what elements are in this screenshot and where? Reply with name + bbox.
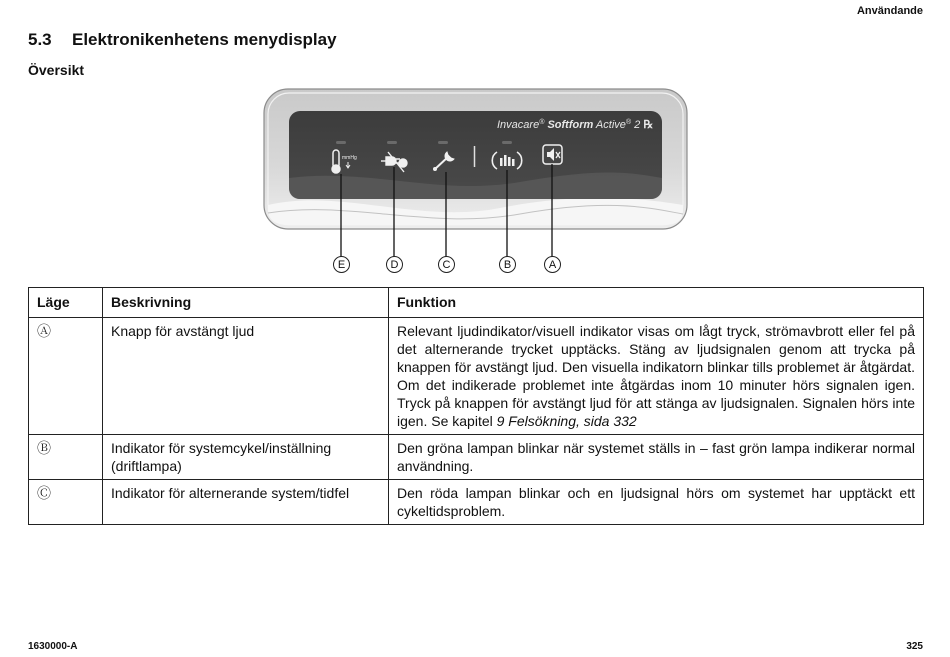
panel-brand: Invacare® Softform Active® 2 ℞: [497, 119, 654, 131]
header-function: Funktion: [389, 288, 924, 318]
document-number: 1630000-A: [28, 641, 78, 652]
table-row: [29, 318, 924, 435]
callout-b: B: [499, 256, 516, 273]
led-c: [438, 141, 448, 144]
row-function-text: Relevant ljudindikator/visuell indikator visas om lågt tryck, strömavbrott eller fel på det alternerande trycket upptäcks. Stäng av ljudsignalen genom att trycka på knappen för avstängt ljud. Den visuella indikatorn blinkar tills problemet är åtgärdat. Om det indikerade problemet inte åtgärdas inom 10 minuter hörs signalen igen. Tryck på knappen för avstängt ljud för att stänga av ljudsignalen. Signalen hörs inte igen. Se kapitel: [397, 323, 915, 429]
model-name-bold: Softform: [547, 119, 594, 131]
pressure-unit-label: mmHg: [342, 155, 357, 161]
function-table: [28, 287, 924, 525]
row-description: Indikator för systemcykel/inställning (driftlampa): [103, 435, 389, 480]
row-mode: Ⓑ: [29, 435, 103, 480]
model-number: 2: [634, 119, 641, 131]
row-description: Indikator för alternerande system/tidfel: [103, 480, 389, 525]
row-mode: Ⓐ: [29, 318, 103, 435]
page-number: 325: [906, 641, 923, 652]
header-description: Beskrivning: [103, 288, 389, 318]
header-mode: Läge: [29, 288, 103, 318]
row-description: Knapp för avstängt ljud: [103, 318, 389, 435]
chapter-header: Användande: [856, 5, 923, 17]
led-b: [502, 141, 512, 144]
callout-c: C: [438, 256, 455, 273]
model-name: Active: [595, 119, 626, 131]
row-function: [389, 318, 924, 435]
rx-symbol: ℞: [643, 119, 654, 131]
led-e: [336, 141, 346, 144]
section-heading: [28, 30, 337, 50]
callout-e: E: [333, 256, 350, 273]
row-function: Den gröna lampan blinkar när systemet ställs in – fast grön lampa indikerar normal användning.: [389, 435, 924, 480]
callout-a: A: [544, 256, 561, 273]
row-function: Den röda lampan blinkar och en ljudsignal hörs om systemet har upptäckt ett cykeltidsproblem.: [389, 480, 924, 525]
callout-d: D: [386, 256, 403, 273]
brand-name: Invacare: [497, 119, 540, 131]
table-row: [29, 480, 924, 525]
subsection-title: Översikt: [28, 62, 85, 78]
cross-reference-link[interactable]: 9 Felsökning, sida 332: [496, 413, 637, 429]
section-number: 5.3: [28, 30, 52, 49]
row-mode: Ⓒ: [29, 480, 103, 525]
led-d: [387, 141, 397, 144]
table-header-row: [29, 288, 924, 318]
table-row: [29, 435, 924, 480]
section-title-text: Elektronikenhetens menydisplay: [72, 30, 337, 49]
mute-button[interactable]: [543, 145, 562, 164]
